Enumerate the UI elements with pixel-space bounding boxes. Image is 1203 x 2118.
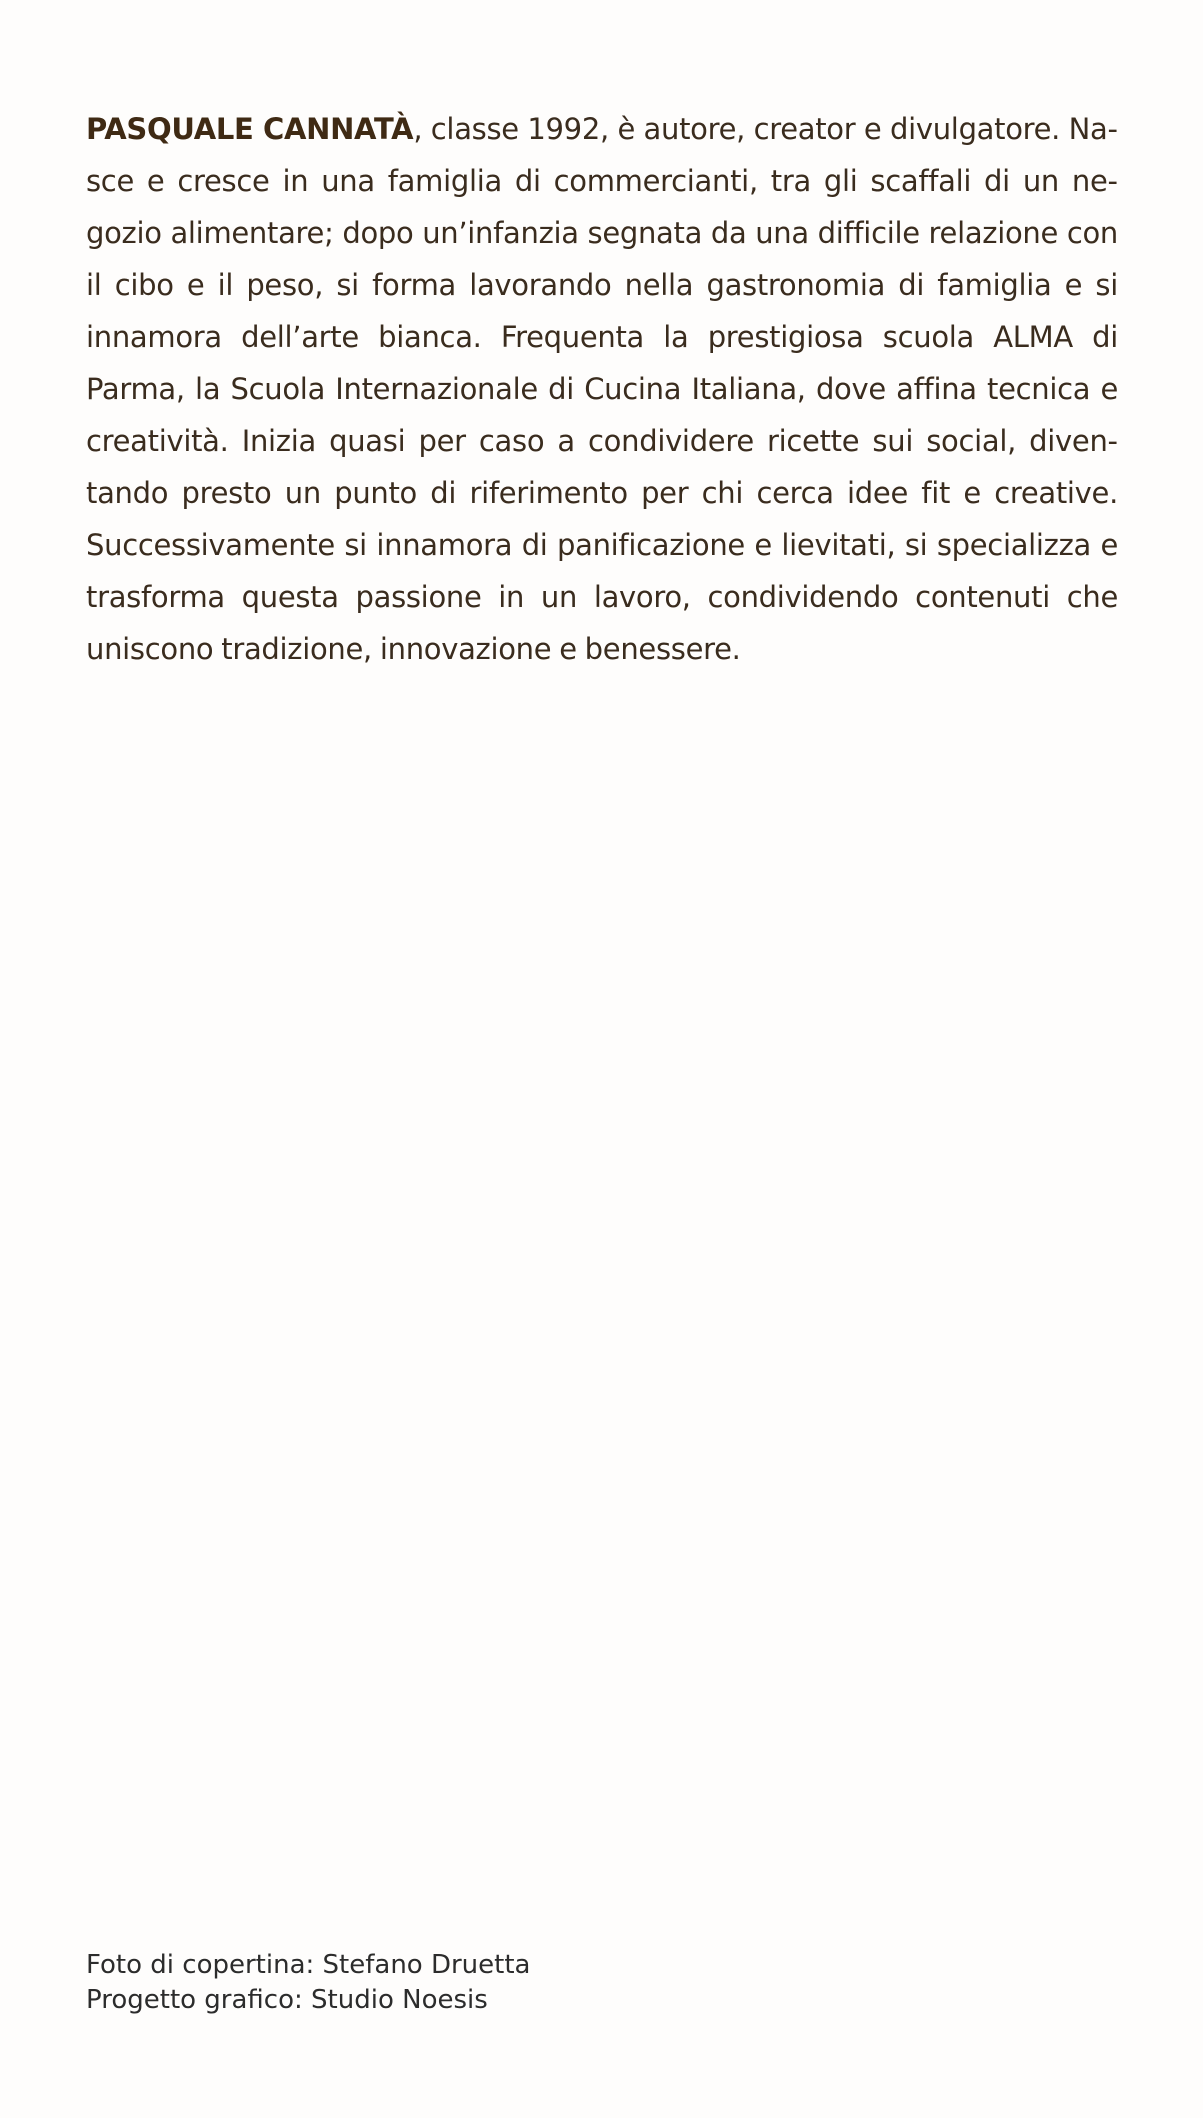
author-bio	[86, 103, 1118, 675]
cover-photo-credit: Foto di copertina: Stefano Druetta	[86, 1950, 531, 1980]
credits	[86, 1948, 530, 2018]
graphic-design-credit: Progetto grafico: Studio Noesis	[86, 1985, 488, 2015]
author-name: PASQUALE CANNATÀ	[86, 112, 414, 146]
author-bio-text: , classe 1992, è autore, creator e divulgatore. Nasce e cresce in una famiglia di commercianti, tra gli scaffali di un negozio alimentare; dopo un’infanzia segnata da una difficile relazione con il cibo e il peso, si forma lavorando nella gastronomia di famiglia e si innamora dell’arte bianca. Frequenta la prestigiosa scuola ALMA di Parma, la Scuola Internazionale di Cucina Italiana, dove affina tecnica e creatività. Inizia quasi per caso a condividere ricette sui social, diventando presto un punto di riferimento per chi cerca idee fit e creative. Successivamente si innamora di panificazione e lievitati, si specializza e trasforma questa passione in un lavoro, condividendo contenuti che uniscono tradizione, innovazione e benessere.	[86, 112, 1118, 666]
